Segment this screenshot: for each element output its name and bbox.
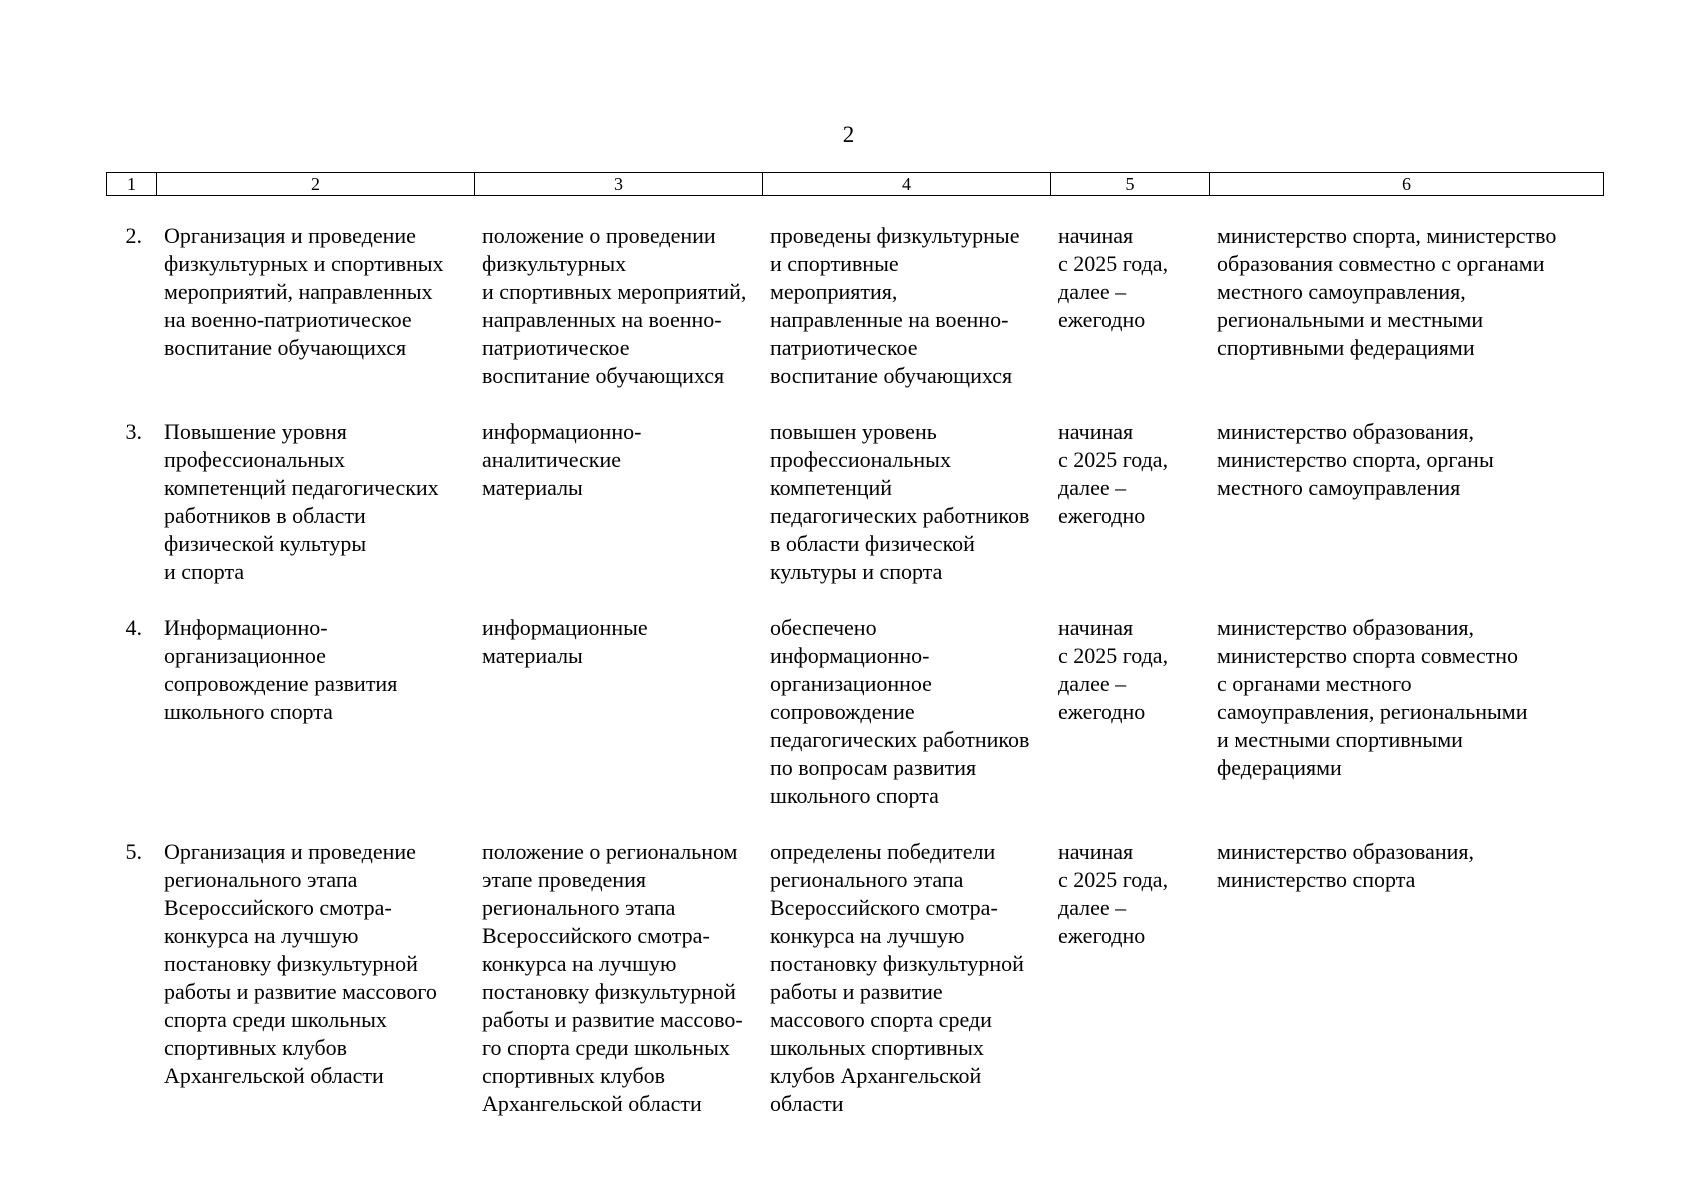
table-row — [106, 414, 1603, 610]
event-cell: Повышение уровня профессиональных компетенций педагогических работников в области физической культуры и спорта — [164, 419, 439, 584]
event-cell: Информационно- организационное сопровождение развития школьного спорта — [164, 615, 398, 724]
term-cell: начиная с 2025 года, далее – ежегодно — [1058, 223, 1169, 332]
responsible-cell: министерство спорта, министерство образования совместно с органами местного самоуправления, региональными и местными спортивными федерациями — [1217, 223, 1557, 360]
row-number: 3. — [125, 419, 142, 444]
table-row — [106, 218, 1603, 414]
responsible-cell: министерство образования, министерство спорта совместно с органами местного самоуправления, региональными и местными спортивными федерациями — [1217, 615, 1528, 780]
result-cell: обеспечено информационно- организационное сопровождение педагогических работников по вопросам развития школьного спорта — [770, 615, 1030, 808]
document-cell: положение о проведении физкультурных и спортивных мероприятий, направленных на военно- патриотическое воспитание обучающихся — [482, 223, 747, 388]
table-row — [106, 834, 1603, 1142]
header-col-2: 2 — [157, 173, 475, 196]
plan-table — [106, 218, 1603, 1142]
row-number: 5. — [125, 839, 142, 864]
term-cell: начиная с 2025 года, далее – ежегодно — [1058, 615, 1169, 724]
column-number-header — [106, 172, 1604, 196]
responsible-cell: министерство образования, министерство спорта, органы местного самоуправления — [1217, 419, 1494, 500]
result-cell: определены победители регионального этапа Всероссийского смотра- конкурса на лучшую постановку физкультурной работы и развитие массового спорта среди школьных спортивных клубов Архангельской области — [770, 839, 1024, 1116]
document-cell: информационные материалы — [482, 615, 648, 668]
document-cell: положение о региональном этапе проведения регионального этапа Всероссийского смотра- конкурса на лучшую постановку физкультурной работы и развитие массово- го спорта среди школьных спортивных клубов Архангельской области — [482, 839, 743, 1116]
result-cell: проведены физкультурные и спортивные мероприятия, направленные на военно- патриотическое воспитание обучающихся — [770, 223, 1020, 388]
header-col-1: 1 — [107, 173, 157, 196]
header-col-3: 3 — [475, 173, 763, 196]
document-cell: информационно- аналитические материалы — [482, 419, 642, 500]
event-cell: Организация и проведение физкультурных и спортивных мероприятий, направленных на военно-патриотическое воспитание обучающихся — [164, 223, 444, 360]
term-cell: начиная с 2025 года, далее – ежегодно — [1058, 419, 1169, 528]
result-cell: повышен уровень профессиональных компетенций педагогических работников в области физической культуры и спорта — [770, 419, 1030, 584]
header-col-6: 6 — [1210, 173, 1604, 196]
responsible-cell: министерство образования, министерство спорта — [1217, 839, 1475, 892]
event-cell: Организация и проведение регионального этапа Всероссийского смотра- конкурса на лучшую постановку физкультурной работы и развитие массового спорта среди школьных спортивных клубов Архангельской области — [164, 839, 437, 1088]
table-row — [106, 610, 1603, 834]
term-cell: начиная с 2025 года, далее – ежегодно — [1058, 839, 1169, 948]
row-number: 4. — [125, 615, 142, 640]
header-row — [107, 173, 1604, 196]
header-col-5: 5 — [1051, 173, 1210, 196]
page-number: 2 — [842, 122, 855, 147]
row-number: 2. — [125, 223, 142, 248]
header-col-4: 4 — [763, 173, 1051, 196]
